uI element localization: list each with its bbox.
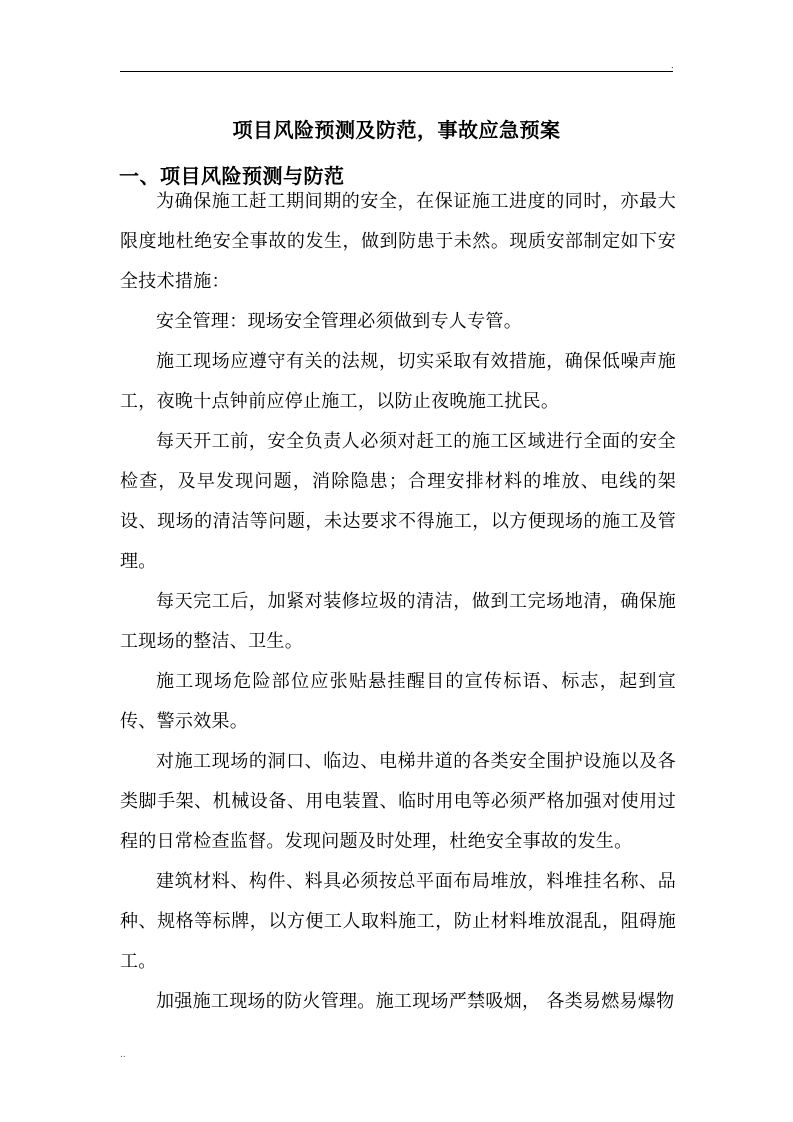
paragraph-warning-signs: 施工现场危险部位应张贴悬挂醒目的宣传标语、标志，起到宣传、警示效果。 [120, 671, 676, 732]
footer-mark: .. [120, 1050, 126, 1060]
paragraph-intro: 为确保施工赶工期间期的安全，在保证施工进度的同时，亦最大限度地杜绝安全事故的发生，做到防患于未然。现质安部制定如下安全技术措施： [120, 191, 676, 292]
header-dot: . [671, 61, 674, 70]
paragraph-fire-management: 加强施工现场的防火管理。施工现场严禁吸烟， 各类易燃易爆物 [156, 991, 675, 1012]
paragraph-safety-management: 安全管理：现场安全管理必须做到专人专管。 [156, 311, 522, 332]
paragraph-noise-control: 施工现场应遵守有关的法规，切实采取有效措施，确保低噪声施工，夜晚十点钟前应停止施工，以防止夜晚施工扰民。 [120, 351, 676, 412]
paragraph-material-stacking: 建筑材料、构件、料具必须按总平面布局堆放，料堆挂名称、品种、规格等标牌，以方便工人取料施工，防止材料堆放混乱，阻碍施工。 [120, 871, 676, 972]
document-title: 项目风险预测及防范，事故应急预案 [232, 118, 561, 143]
paragraph-protective-facilities: 对施工现场的洞口、临边、电梯井道的各类安全围护设施以及各类脚手架、机械设备、用电装置、临时用电等必须严格加强对使用过程的日常检查监督。发现问题及时处理，杜绝安全事故的发生。 [120, 751, 676, 852]
header-rule [120, 71, 673, 72]
paragraph-daily-inspection: 每天开工前，安全负责人必须对赶工的施工区域进行全面的安全检查，及早发现问题，消除隐患；合理安排材料的堆放、电线的架设、现场的清洁等问题，未达要求不得施工，以方便现场的施工及管理。 [120, 431, 676, 572]
section-heading: 一、项目风险预测与防范 [119, 163, 345, 188]
paragraph-daily-cleanup: 每天完工后，加紧对装修垃圾的清洁，做到工完场地清，确保施工现场的整洁、卫生。 [120, 591, 676, 652]
document-body [120, 182, 676, 1022]
